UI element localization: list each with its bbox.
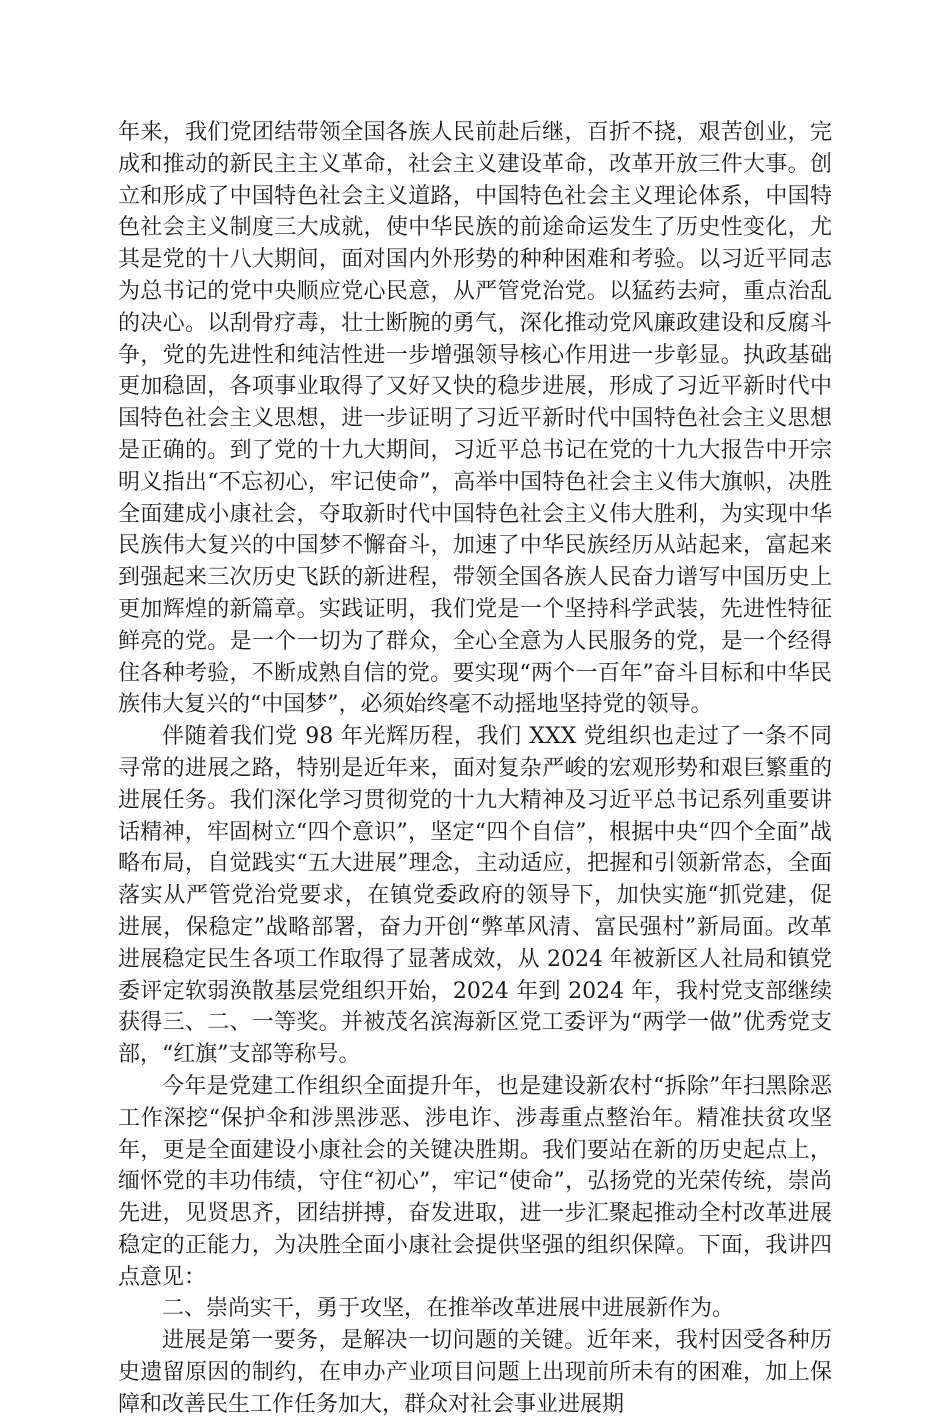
paragraph-3: 今年是党建工作组织全面提升年，也是建设新农村“拆除”年扫黑除恶工作深挖“保护伞和涉黑涉恶、涉电诈、涉毒重点整治年。精准扶贫攻坚年，更是全面建设小康社会的关键决胜期。我们要站在新的历史起点上，缅怀党的丰功伟绩，守住“初心”，牢记“使命”，弘扬党的光荣传统，崇尚先进，见贤思齐，团结拼搏，奋发进取，进一步汇聚起推动全村改革进展稳定的正能力，为决胜全面小康社会提供坚强的组织保障。下面，我讲四点意见： (118, 1073, 832, 1290)
paragraph-4-heading: 二、崇尚实干，勇于攻坚，在推举改革进展中进展新作为。 (162, 1296, 735, 1322)
document-body (118, 117, 832, 1421)
paragraph-1: 年来，我们党团结带领全国各族人民前赴后继，百折不挠，艰苦创业，完成和推动的新民主主义革命，社会主义建设革命，改革开放三件大事。创立和形成了中国特色社会主义道路，中国特色社会主义理论体系，中国特色社会主义制度三大成就，使中华民族的前途命运发生了历史性变化，尤其是党的十八大期间，面对国内外形势的种种困难和考验。以习近平同志为总书记的党中央顺应党心民意，从严管党治党。以猛药去疴，重点治乱的决心。以刮骨疗毒，壮士断腕的勇气，深化推动党风廉政建设和反腐斗争，党的先进性和纯洁性进一步增强领导核心作用进一步彰显。执政基础更加稳固，各项事业取得了又好又快的稳步进展，形成了习近平新时代中国特色社会主义思想，进一步证明了习近平新时代中国特色社会主义思想是正确的。到了党的十九大期间，习近平总书记在党的十九大报告中开宗明义指出“不忘初心，牢记使命”，高举中国特色社会主义伟大旗帜，决胜全面建成小康社会，夺取新时代中国特色社会主义伟大胜利，为实现中华民族伟大复兴的中国梦不懈奋斗，加速了中华民族经历从站起来，富起来到强起来三次历史飞跃的新进程，带领全国各族人民奋力谱写中国历史上更加辉煌的新篇章。实践证明，我们党是一个坚持科学武装，先进性特征鲜亮的党。是一个一切为了群众，全心全意为人民服务的党，是一个经得住各种考验，不断成熟自信的党。要实现“两个一百年”奋斗目标和中华民族伟大复兴的“中国梦”，必须始终毫不动摇地坚持党的领导。 (118, 120, 832, 718)
paragraph-5: 进展是第一要务，是解决一切问题的关键。近年来，我村因受各种历史遗留原因的制约，在申办产业项目问题上出现前所未有的困难，加上保障和改善民生工作任务加大，群众对社会事业进展期 (118, 1328, 832, 1417)
paragraph-2: 伴随着我们党 98 年光辉历程，我们 XXX 党组织也走过了一条不同寻常的进展之路，特别是近年来，面对复杂严峻的宏观形势和艰巨繁重的进展任务。我们深化学习贯彻党的十九大精神及习近平总书记系列重要讲话精神，牢固树立“四个意识”，坚定“四个自信”，根据中央“四个全面”战略布局，自觉践实“五大进展”理念，主动适应，把握和引领新常态，全面落实从严管党治党要求，在镇党委政府的领导下，加快实施“抓党建，促进展，保稳定”战略部署，奋力开创“弊革风清、富民强村”新局面。改革进展稳定民生各项工作取得了显著成效，从 2024 年被新区人社局和镇党委评定软弱涣散基层党组织开始，2024 年到 2024 年，我村党支部继续获得三、二、一等奖。并被茂名滨海新区党工委评为“两学一做”优秀党支部，“红旗”支部等称号。 (118, 724, 832, 1068)
